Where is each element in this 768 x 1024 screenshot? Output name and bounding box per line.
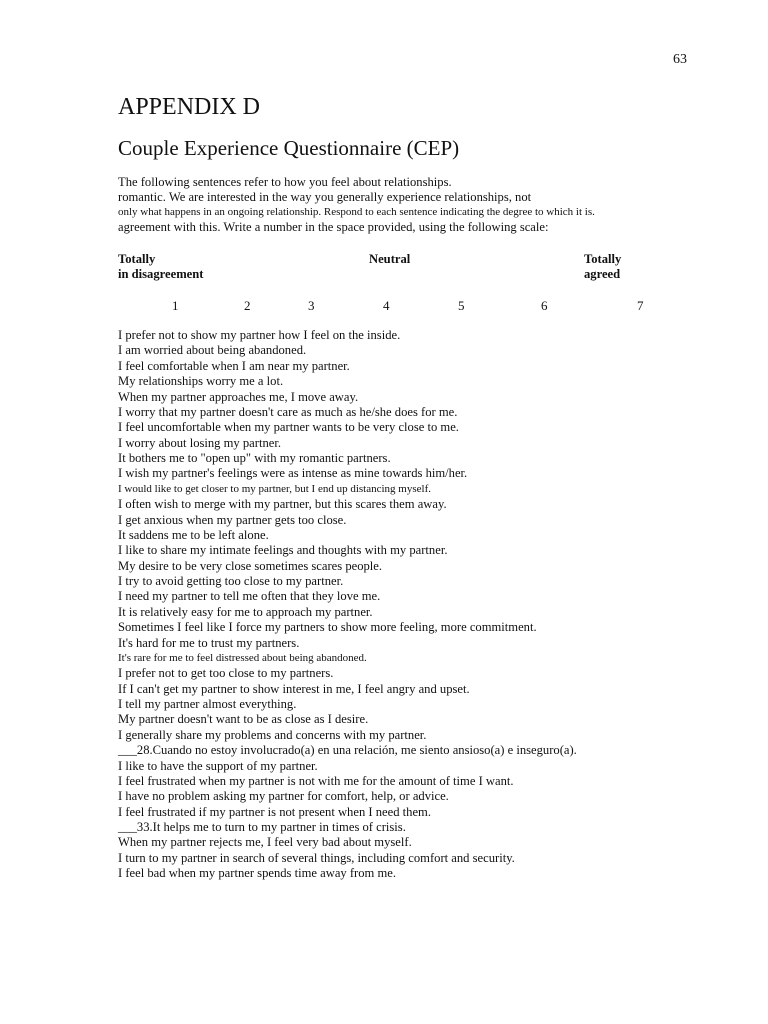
questionnaire-item: I often wish to merge with my partner, but this scares them away. (118, 497, 447, 512)
questionnaire-item: I worry that my partner doesn't care as much as he/she does for me. (118, 404, 458, 419)
questionnaire-item: I feel frustrated if my partner is not present when I need them. (118, 804, 431, 819)
instructions-paragraph (118, 175, 698, 235)
questionnaire-item: I tell my partner almost everything. (118, 697, 297, 711)
questionnaire-item: My desire to be very close sometimes scares people. (118, 558, 383, 573)
document-title: Couple Experience Questionnaire (CEP) (118, 136, 460, 160)
scale-label-disagree: Totally (118, 252, 156, 266)
questionnaire-item: I like to share my intimate feelings and thoughts with my partner. (118, 543, 448, 558)
questionnaire-item: I turn to my partner in search of several things, including comfort and security. (118, 850, 515, 865)
questionnaire-item: It bothers me to "open up" with my romantic partners. (118, 451, 391, 465)
instructions-line: The following sentences refer to how you feel about relationships. (118, 175, 452, 189)
questionnaire-item: I need my partner to tell me often that they love me. (118, 589, 381, 604)
questionnaire-item: I have no problem asking my partner for comfort, help, or advice. (118, 789, 449, 804)
questionnaire-item: When my partner rejects me, I feel very bad about myself. (118, 835, 412, 850)
questionnaire-item: I feel frustrated when my partner is not with me for the amount of time I want. (118, 773, 514, 788)
questionnaire-items (118, 328, 698, 882)
scale-number: 2 (244, 298, 251, 313)
questionnaire-item: I prefer not to show my partner how I feel on the inside. (118, 328, 401, 342)
questionnaire-item: My partner doesn't want to be as close as I desire. (118, 712, 369, 727)
questionnaire-item: I worry about losing my partner. (118, 435, 281, 450)
questionnaire-item: ___28.Cuando no estoy involucrado(a) en una relación, me siento ansioso(a) e inseguro(a). (118, 743, 577, 758)
questionnaire-item: ___33.It helps me to turn to my partner in times of crisis. (118, 820, 406, 834)
scale-number: 4 (383, 298, 390, 313)
scale-number: 5 (458, 298, 465, 313)
scale-number: 1 (172, 298, 179, 313)
questionnaire-item: It is relatively easy for me to approach my partner. (118, 604, 373, 619)
scale-label-disagree: in disagreement (118, 267, 204, 281)
questionnaire-item: Sometimes I feel like I force my partners to show more feeling, more commitment. (118, 620, 537, 635)
questionnaire-item: I feel uncomfortable when my partner wants to be very close to me. (118, 420, 459, 435)
questionnaire-item: I feel bad when my partner spends time away from me. (118, 866, 397, 881)
questionnaire-item: My relationships worry me a lot. (118, 374, 284, 389)
scale-label-agree: agreed (584, 267, 621, 281)
questionnaire-item: I feel comfortable when I am near my partner. (118, 358, 350, 373)
questionnaire-item: I am worried about being abandoned. (118, 343, 307, 358)
questionnaire-item: I would like to get closer to my partner, but I end up distancing myself. (118, 482, 431, 495)
questionnaire-item: I prefer not to get too close to my partners. (118, 666, 334, 681)
page-number: 63 (673, 52, 687, 67)
rating-scale-numbers (0, 298, 768, 314)
instructions-line: only what happens in an ongoing relationship. Respond to each sentence indicating the degree to which it is. (118, 206, 595, 218)
questionnaire-item: I wish my partner's feelings were as intense as mine towards him/her. (118, 466, 468, 481)
scale-number: 3 (308, 298, 315, 313)
instructions-line: romantic. We are interested in the way you generally experience relationships, not (118, 190, 532, 204)
scale-label-neutral: Neutral (369, 252, 411, 266)
questionnaire-item: I get anxious when my partner gets too close. (118, 512, 347, 527)
questionnaire-item: It saddens me to be left alone. (118, 527, 269, 542)
appendix-title: APPENDIX D (118, 94, 261, 120)
questionnaire-item: I try to avoid getting too close to my partner. (118, 574, 344, 588)
scale-number: 7 (637, 298, 644, 313)
instructions-line: agreement with this. Write a number in the space provided, using the following scale: (118, 220, 549, 234)
questionnaire-item: When my partner approaches me, I move away. (118, 389, 359, 404)
questionnaire-item: It's rare for me to feel distressed about being abandoned. (118, 651, 367, 664)
questionnaire-item: I like to have the support of my partner. (118, 758, 318, 773)
scale-label-agree: Totally (584, 252, 622, 266)
scale-number: 6 (541, 298, 548, 313)
questionnaire-item: If I can't get my partner to show interest in me, I feel angry and upset. (118, 681, 470, 696)
rating-scale-labels (118, 252, 698, 284)
questionnaire-item: I generally share my problems and concerns with my partner. (118, 727, 427, 742)
questionnaire-item: It's hard for me to trust my partners. (118, 635, 300, 650)
